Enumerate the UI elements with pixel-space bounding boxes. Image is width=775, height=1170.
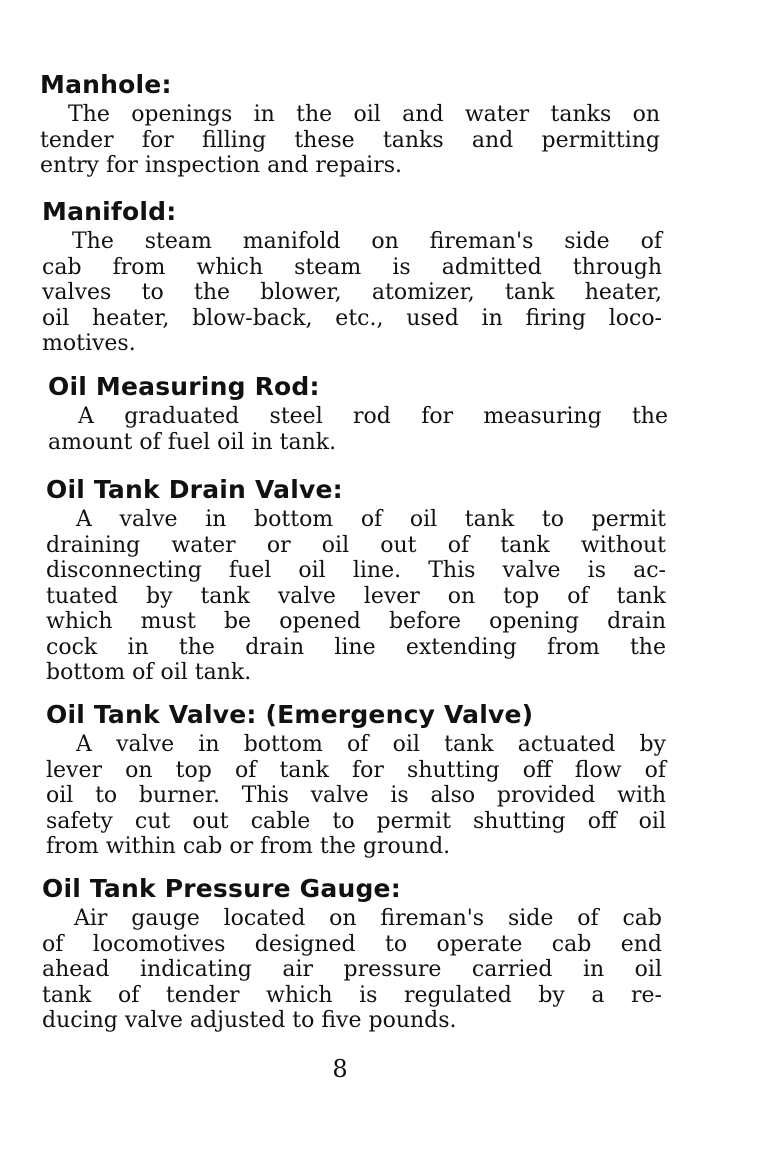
definition-line: oil heater, blow-back, etc., used in firing loco- [42,305,662,331]
definition-line: draining water or oil out of tank without [46,532,666,558]
definition-line: ahead indicating air pressure carried in oil [42,957,662,982]
entry-definition [46,732,666,860]
definition-line: amount of fuel oil in tank. [48,429,337,455]
entry-term: Oil Measuring Rod: [48,372,320,401]
definition-line: tuated by tank valve lever on top of tank [46,583,666,609]
entry-definition [42,906,662,1034]
definition-line: of locomotives designed to operate cab end [42,931,662,957]
entry-term: Manhole: [40,70,172,99]
definition-line: A valve in bottom of oil tank actuated by [76,732,666,757]
definition-line: disconnecting fuel oil line. This valve is ac- [46,558,666,583]
entry-definition [40,102,660,179]
entry-definition [46,507,666,686]
definition-line: valves to the blower, atomizer, tank heater, [42,280,662,305]
entry-oil-tank-valve [46,700,666,860]
entry-manhole [40,70,660,179]
definition-line: cab from which steam is admitted through [42,254,662,280]
definition-line: safety cut out cable to permit shutting off oil [46,808,666,834]
definition-line: tender for filling these tanks and permitting [40,127,660,153]
definition-line: which must be opened before opening drain [46,609,666,634]
entry-definition [42,229,662,357]
entry-definition [48,404,668,455]
definition-line: bottom of oil tank. [46,660,252,685]
definition-line: The steam manifold on fireman's side of [72,229,662,254]
definition-line: motives. [42,331,136,356]
entry-term: Oil Tank Drain Valve: [46,475,343,504]
entry-term: Oil Tank Pressure Gauge: [42,874,401,903]
page-number: 8 [332,1055,348,1083]
entry-oil-tank-pressure-gauge [42,874,662,1034]
definition-line: A valve in bottom of oil tank to permit [76,507,666,532]
definition-line: lever on top of tank for shutting off flow of [46,757,666,783]
entry-manifold [42,197,662,357]
entry-term: Oil Tank Valve: (Emergency Valve) [46,700,534,729]
entry-oil-measuring-rod [48,372,668,455]
entry-term: Manifold: [42,197,177,226]
definition-line: tank of tender which is regulated by a re- [42,982,662,1008]
definition-line: oil to burner. This valve is also provided with [46,783,666,808]
entry-oil-tank-drain-valve [46,475,666,686]
definition-line: The openings in the oil and water tanks on [68,102,660,127]
definition-line: entry for inspection and repairs. [40,153,403,178]
definition-line: from within cab or from the ground. [46,834,451,859]
definition-line: Air gauge located on fireman's side of cab [74,906,662,931]
definition-line: A graduated steel rod for measuring the [78,404,668,429]
definition-line: cock in the drain line extending from the [46,634,666,660]
definition-line: ducing valve adjusted to five pounds. [42,1008,457,1033]
